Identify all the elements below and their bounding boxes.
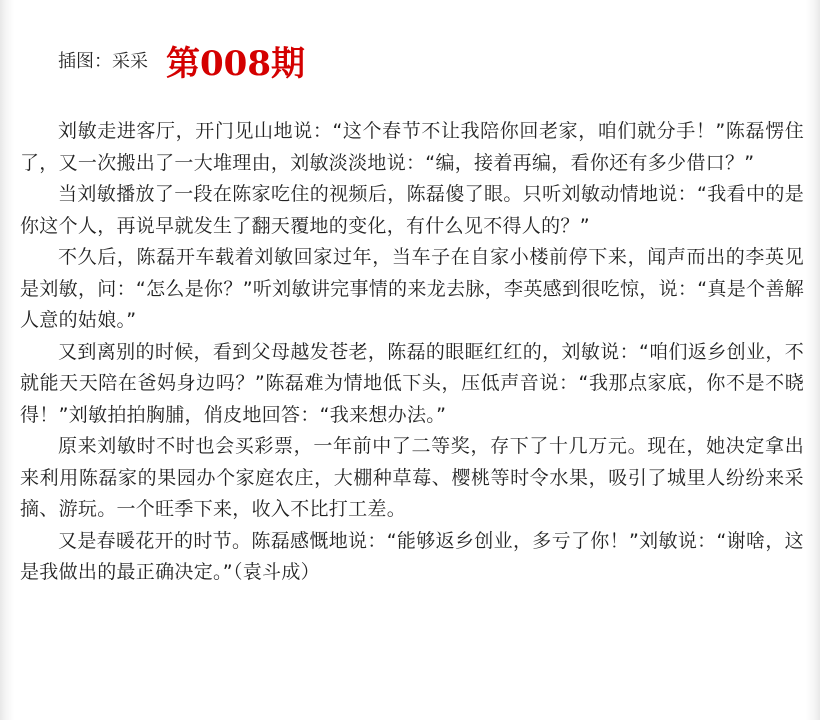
paragraph: 不久后，陈磊开车载着刘敏回家过年，当车子在自家小楼前停下来，闻声而出的李英见是刘敏，问：“怎么是你？”听刘敏讲完事情的来龙去脉，李英感到很吃惊，说：“真是个善解人意的姑娘。”: [20, 246, 804, 331]
header: [58, 36, 305, 84]
issue-number: 第008期: [166, 43, 305, 84]
paragraph: 又到离别的时候，看到父母越发苍老，陈磊的眼眶红红的，刘敏说：“咱们返乡创业，不就能天天陪在爸妈身边吗？”陈磊难为情地低下头，压低声音说：“我那点家底，你不是不晓得！”刘敏拍拍胸脯，俏皮地回答：“我来想办法。”: [20, 340, 804, 426]
illustration-credit: 插图：采采: [58, 51, 148, 72]
paragraph: 刘敏走进客厅，开门见山地说：“这个春节不让我陪你回老家，咱们就分手！”陈磊愣住了，又一次搬出了一大堆理由，刘敏淡淡地说：“编，接着再编，看你还有多少借口？”: [20, 120, 804, 174]
paragraph: 又是春暖花开的时节。陈磊感慨地说：“能够返乡创业，多亏了你！”刘敏说：“谢啥，这是我做出的最正确决定。”（袁斗成）: [20, 529, 804, 583]
paragraph: 当刘敏播放了一段在陈家吃住的视频后，陈磊傻了眼。只听刘敏动情地说：“我看中的是你这个人，再说早就发生了翻天覆地的变化，有什么见不得人的？”: [20, 183, 804, 237]
paragraph: 原来刘敏时不时也会买彩票，一年前中了二等奖，存下了十几万元。现在，她决定拿出来利用陈磊家的果园办个家庭农庄，大棚种草莓、樱桃等时令水果，吸引了城里人纷纷来采摘、游玩。一个旺季下来，收入不比打工差。: [20, 435, 804, 520]
article-body: [20, 116, 804, 589]
